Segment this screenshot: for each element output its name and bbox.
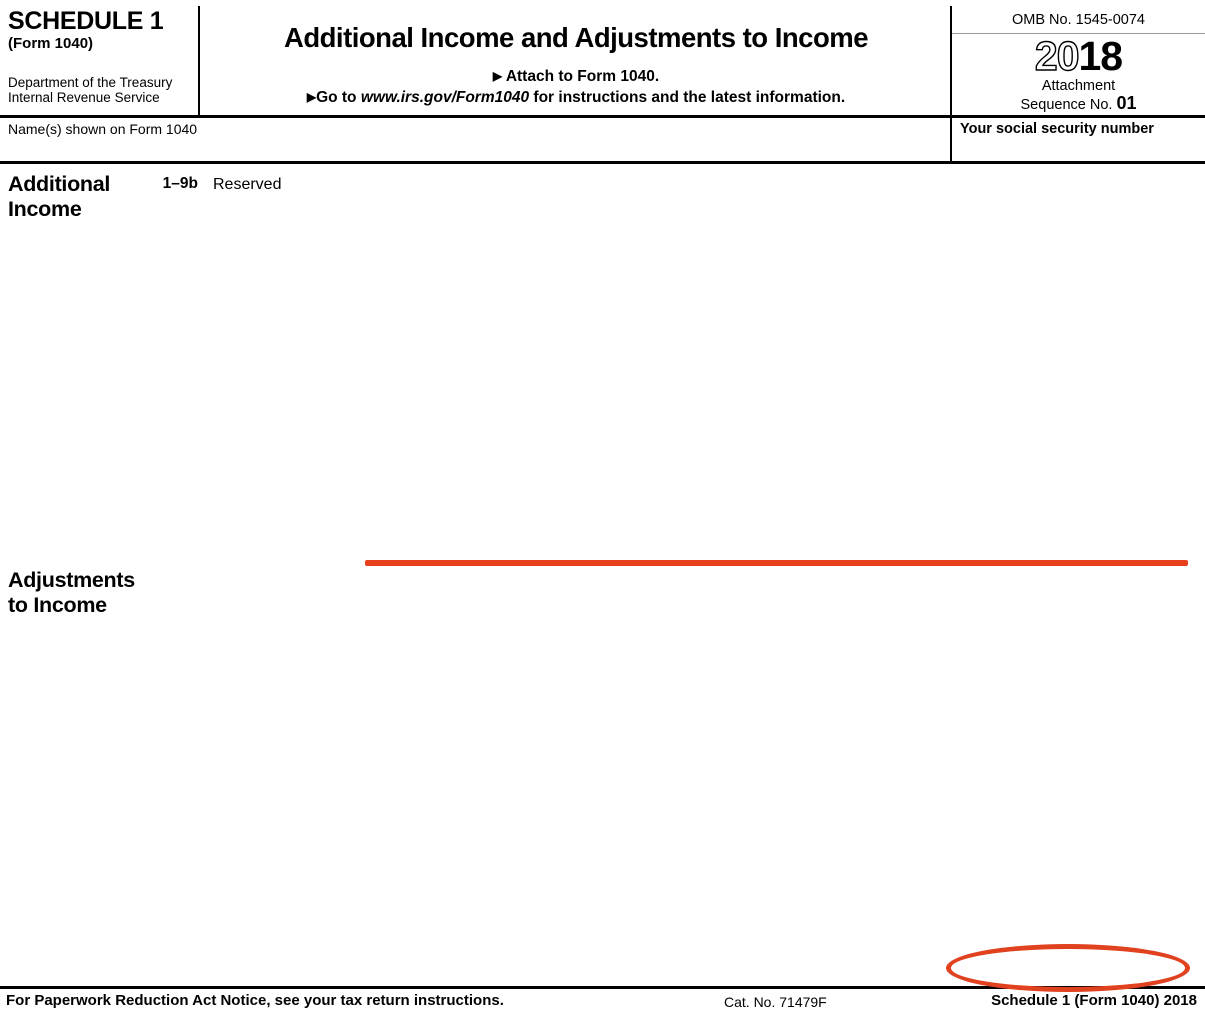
tax-year-suffix: 18 [1078, 33, 1123, 79]
goto-instruction [202, 87, 950, 108]
attach-instruction-text: Attach to Form 1040. [505, 68, 660, 85]
triangle-right-icon: ▶ [492, 69, 503, 83]
name-ssn-divider [950, 118, 952, 164]
schedule-title: SCHEDULE 1 [8, 7, 164, 35]
triangle-right-icon-2: ▶ [306, 90, 317, 104]
sequence-label: Sequence No. [1020, 97, 1113, 113]
ssn-field-label: Your social security number [960, 121, 1154, 137]
header-right-block [952, 6, 1205, 118]
department-block [8, 75, 198, 105]
name-field-label: Name(s) shown on Form 1040 [8, 121, 198, 137]
name-input[interactable] [8, 138, 938, 160]
section-label-additional-income [8, 172, 110, 222]
attachment-label: Attachment [1041, 78, 1116, 94]
header-center-block [202, 6, 950, 118]
department-line-2: Internal Revenue Service [8, 90, 160, 105]
irs-url[interactable]: www.irs.gov/Form1040 [360, 89, 530, 106]
section-label-income-line2: Income [8, 197, 82, 221]
attachment-sequence [952, 78, 1205, 114]
schedule-reference: Schedule 1 (Form 1040) 2018 [991, 992, 1197, 1009]
page-title: Additional Income and Adjustments to Income [283, 22, 869, 53]
form-header [0, 6, 1205, 118]
ssn-input[interactable] [960, 140, 1195, 160]
annotation-ellipse-line36 [946, 944, 1190, 992]
section-label-adjust-line1: Adjustments [8, 568, 135, 592]
section-label-income-line1: Additional [8, 172, 111, 196]
line-number-1–9b: 1–9b [162, 175, 198, 192]
omb-number: OMB No. 1545-0074 [952, 6, 1205, 34]
annotation-underline-line22 [365, 560, 1188, 566]
section-label-adjust-line2: to Income [8, 593, 107, 617]
section-label-adjustments-to-income [8, 568, 135, 618]
catalog-number: Cat. No. 71479F [724, 994, 827, 1010]
schedule-form-sub: (Form 1040) [8, 35, 94, 52]
goto-suffix: for instructions and the latest information. [529, 89, 846, 106]
sequence-number: 01 [1116, 93, 1137, 113]
tax-year-prefix: 20 [1034, 33, 1079, 79]
attach-instruction [202, 66, 950, 87]
header-left-block [8, 8, 198, 116]
goto-prefix: Go to [316, 89, 361, 106]
header-divider-left [198, 6, 200, 118]
tax-year [952, 33, 1205, 79]
department-line-1: Department of the Treasury [8, 75, 173, 90]
paperwork-notice: For Paperwork Reduction Act Notice, see your tax return instructions. [6, 992, 504, 1009]
name-ssn-row [0, 118, 1205, 164]
row-description-1–9b: Reserved [213, 176, 282, 193]
